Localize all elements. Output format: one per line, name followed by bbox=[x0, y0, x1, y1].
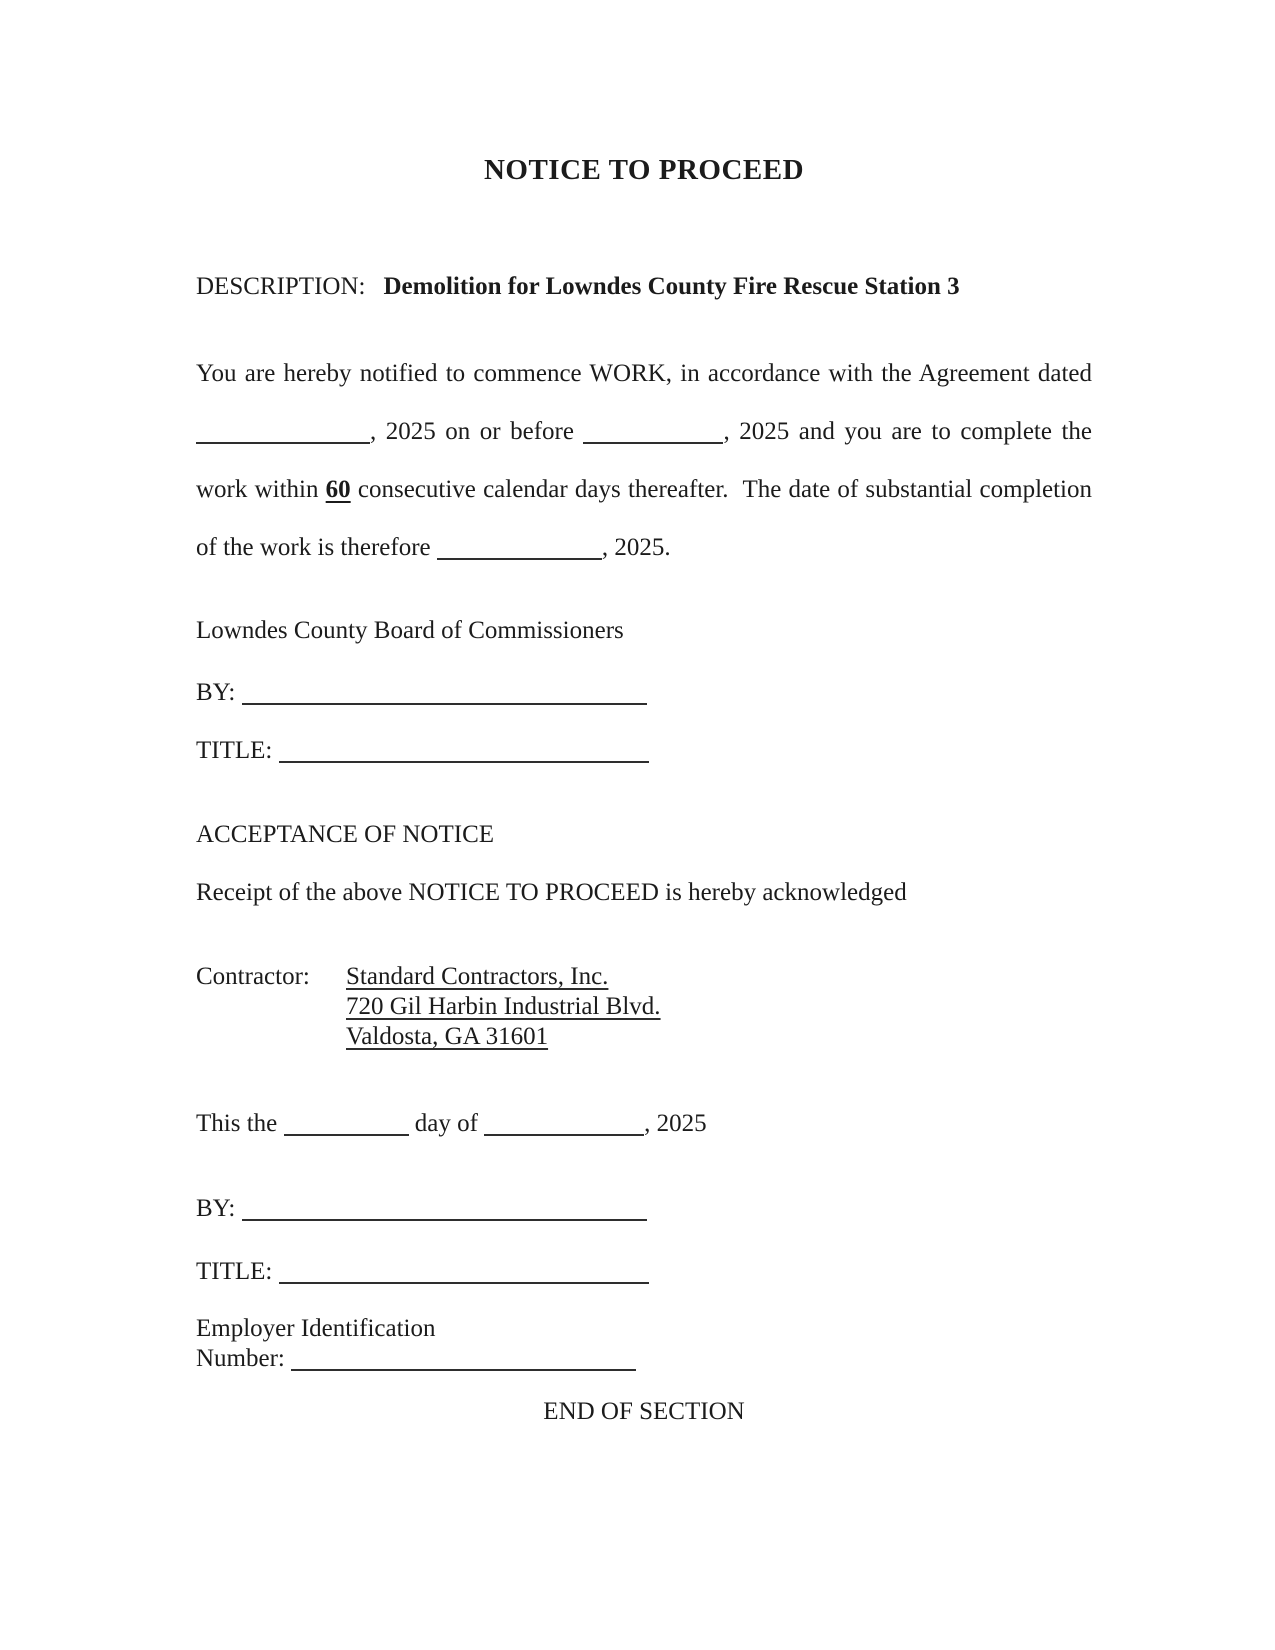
contractor-title-blank-line bbox=[279, 1264, 649, 1284]
execution-date-line bbox=[196, 1107, 1092, 1141]
paragraph-line-2-text-a: , 2025 on or before bbox=[370, 418, 574, 445]
paragraph-line-3-text-b: consecutive calendar days thereafter. The date of substantial completion bbox=[357, 476, 1093, 503]
paragraph-line-1-text: You are hereby notified to commence WORK, in accordance with the Agreement dated bbox=[196, 360, 1092, 387]
contractor-name: Standard Contractors, Inc. bbox=[346, 963, 609, 990]
contractor-title-label: TITLE: bbox=[196, 1258, 273, 1285]
contractor-title-line bbox=[196, 1255, 1092, 1289]
blank-agreement-date bbox=[196, 424, 370, 444]
ein-label-line-1: Employer Identification bbox=[196, 1315, 436, 1342]
blank-commencement-date bbox=[583, 424, 723, 444]
paragraph-line-3 bbox=[196, 461, 1092, 519]
contractor-block bbox=[196, 962, 1092, 1052]
date-line-prefix: This the bbox=[196, 1110, 278, 1137]
ein-number-label: Number: bbox=[196, 1345, 285, 1372]
owner-name: Lowndes County Board of Commissioners bbox=[196, 617, 624, 644]
paragraph-line-4-text-b: , 2025. bbox=[601, 534, 671, 561]
paragraph-line-2-text-b: , 2025 and you are to complete the bbox=[723, 418, 1093, 445]
page-title: NOTICE TO PROCEED bbox=[483, 154, 805, 186]
description-value: Demolition for Lowndes County Fire Rescue Station 3 bbox=[383, 273, 960, 300]
owner-by-label: BY: bbox=[196, 679, 236, 706]
ein-block bbox=[196, 1314, 1092, 1374]
acceptance-statement: Receipt of the above NOTICE TO PROCEED is hereby acknowledged bbox=[196, 879, 907, 906]
description-line bbox=[196, 272, 1092, 302]
contractor-address-line-1: 720 Gil Harbin Industrial Blvd. bbox=[346, 993, 661, 1020]
notice-paragraph bbox=[196, 345, 1092, 577]
paragraph-line-1 bbox=[196, 345, 1092, 403]
end-of-section: END OF SECTION bbox=[543, 1398, 745, 1425]
blank-ein-number bbox=[291, 1351, 636, 1371]
blank-month bbox=[484, 1116, 644, 1136]
contractor-address-block bbox=[346, 962, 661, 1052]
paragraph-line-2 bbox=[196, 403, 1092, 461]
acceptance-heading: ACCEPTANCE OF NOTICE bbox=[196, 821, 495, 848]
paragraph-line-3-text-a: work within bbox=[196, 476, 319, 503]
owner-by-line bbox=[196, 676, 1092, 710]
date-line-suffix: , 2025 bbox=[644, 1110, 707, 1137]
contractor-address-line-2: Valdosta, GA 31601 bbox=[346, 1023, 549, 1050]
ein-label-line-2 bbox=[196, 1344, 1092, 1374]
owner-by-signature-line bbox=[242, 685, 647, 705]
paragraph-line-4 bbox=[196, 519, 1092, 577]
contractor-by-signature-line bbox=[242, 1201, 647, 1221]
date-line-middle: day of bbox=[414, 1110, 478, 1137]
contractor-by-line bbox=[196, 1192, 1092, 1226]
blank-substantial-completion-date bbox=[437, 540, 602, 560]
owner-title-line bbox=[196, 734, 1092, 768]
owner-title-blank-line bbox=[279, 743, 649, 763]
contractor-by-label: BY: bbox=[196, 1195, 236, 1222]
description-label: DESCRIPTION: bbox=[196, 273, 366, 300]
contractor-label: Contractor: bbox=[196, 963, 310, 990]
blank-day bbox=[284, 1116, 409, 1136]
paragraph-line-4-text-a: of the work is therefore bbox=[196, 534, 431, 561]
owner-title-label: TITLE: bbox=[196, 737, 273, 764]
calendar-days-value: 60 bbox=[325, 476, 351, 503]
